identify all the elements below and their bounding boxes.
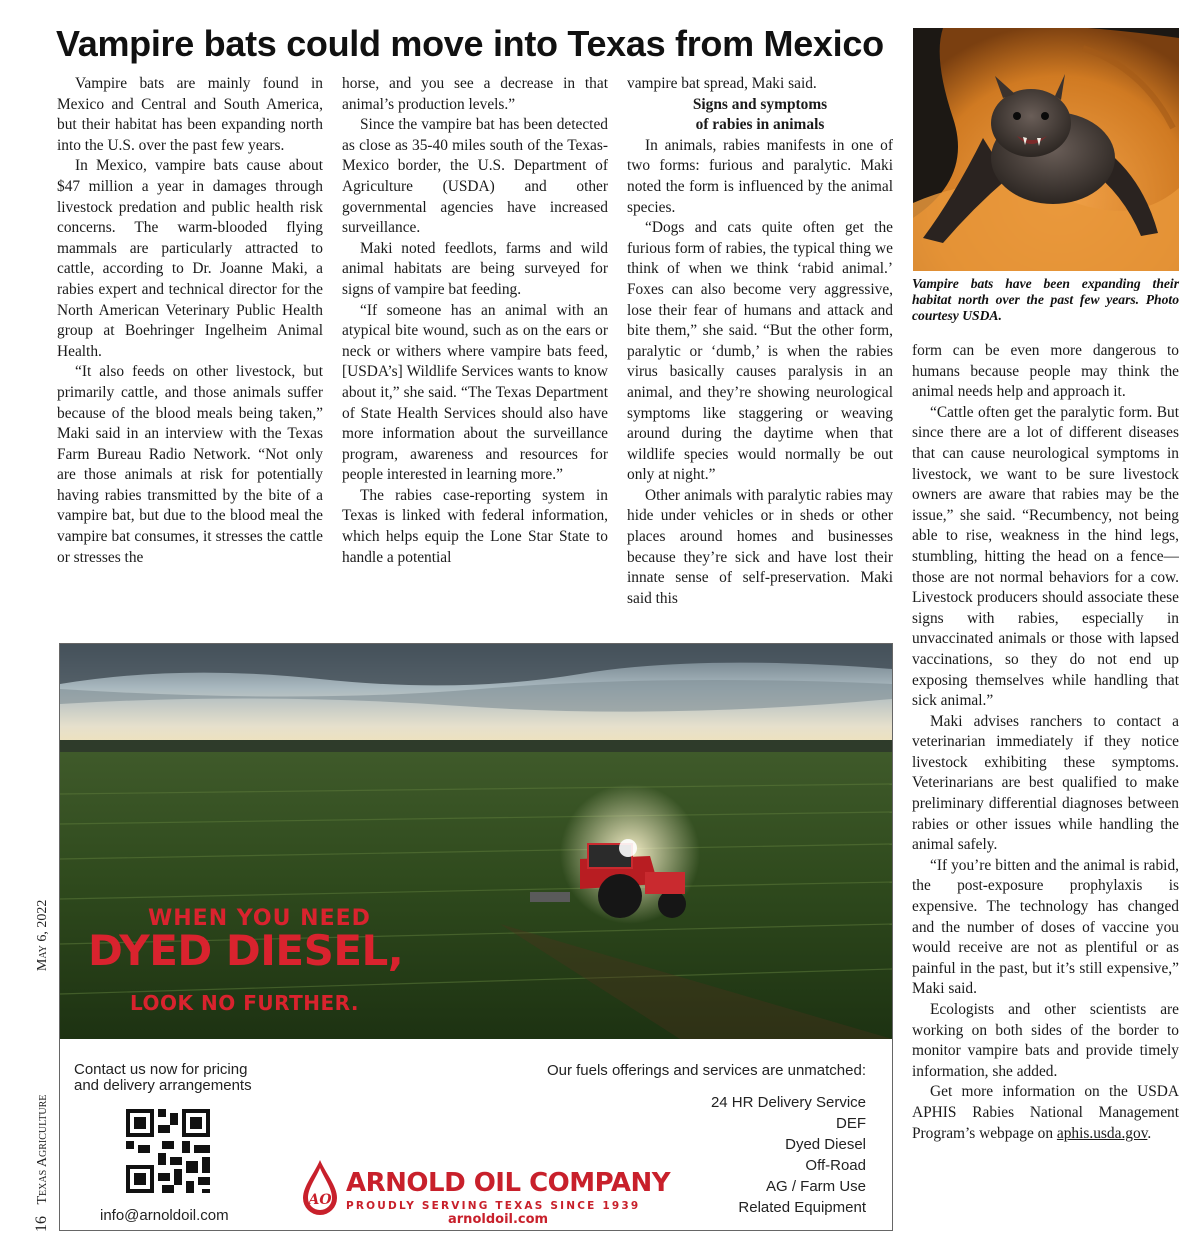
article-column-3 [627,74,893,634]
paragraph-text: Get more information on the USDA APHIS Rabies National Management Program’s webpage on [912,1083,1179,1142]
article-headline: Vampire bats could move into Texas from Mexico [56,23,884,64]
logo-monogram: AO [308,1192,332,1208]
article-column-4 [912,341,1179,1231]
company-url[interactable]: arnoldoil.com [448,1212,549,1227]
ad-services-list [711,1092,866,1218]
publication-name: Texas Agriculture [35,1094,50,1205]
article-column-2 [342,74,608,634]
ad-contact-line: Contact us now for pricing [74,1061,248,1078]
paragraph: form can be even more dangerous to humans because people may think the animal needs help and approach it. [912,342,1179,401]
paragraph: Vampire bats are mainly found in Mexico and Central and South America, but their habitat has been expanding north into the U.S. over the past few years. [57,75,323,154]
paragraph: “If you’re bitten and the animal is rabid, the post-exposure prophylaxis is expensive. The technology has changed and the number of doses of vaccine you would receive are not as plentiful or as painful in the past, but it’s still expensive,” Maki said. [912,856,1179,998]
ad-email[interactable]: info@arnoldoil.com [100,1207,229,1224]
section-subhead: of rabies in animals [695,116,825,134]
company-tagline: PROUDLY SERVING TEXAS SINCE 1939 [346,1200,641,1212]
ad-tagline-main: DYED DIESEL, [88,926,404,975]
oil-drop-icon [300,1158,340,1216]
paragraph: “It also feeds on other livestock, but primarily cattle, and those animals suffer because of the blood meals being taken,” Maki said in an interview with the Texas Farm Bureau Radio Network. “Not only are those animals at risk for potentially having rabies transmitted by the bite of a vampire bat, but due to the blood meal the vampire bat consumes, it stresses the cattle or stresses the [57,363,323,566]
paragraph: “Dogs and cats quite often get the furious form of rabies, the typical thing we think of when we think ‘rabid animal.’ Foxes can also become very aggressive, lose their fear of humans and attack and bite them,” she said. “But the other form, paralytic or ‘dumb,’ is when the rabies virus basically causes paralysis in an animal, and they’re showing neurological symptoms like staggering or weaving around during the daytime when that wildlife species would normally be out only at night.” [627,219,893,484]
aphis-link[interactable]: aphis.usda.gov [1056,1124,1148,1142]
paragraph [912,1082,1179,1144]
paragraph: Ecologists and other scientists are working on both sides of the border to monitor vampire bats and provide timely information, she added. [912,1001,1179,1080]
paragraph: Maki noted feedlots, farms and wild animal habitats are being surveyed for signs of vampire bat feeding. [342,239,608,298]
page-folio [33,899,55,1232]
paragraph: In Mexico, vampire bats cause about $47 million a year in damages through livestock predation and public health risk concerns. The warm-blooded flying mammals are particularly attracted to cattle, according to Dr. Joanne Maki, a rabies expert and technical director for the North American Veterinary Public Health group at Boehringer Ingelheim Animal Health. [57,157,323,360]
paragraph-end: . [1147,1124,1152,1142]
ad-tagline-top: WHEN YOU NEED [148,906,371,931]
paragraph: The rabies case-reporting system in Texas is linked with federal information, which helps equip the Lone Star State to handle a potential [342,486,608,566]
service-item: AG / Farm Use [765,1178,866,1195]
page-number: 16 [33,1216,50,1232]
ad-offerings-title: Our fuels offerings and services are unmatched: [546,1062,866,1079]
ad-contact-text [74,1062,334,1094]
paragraph: In animals, rabies manifests in one of two forms: furious and paralytic. Maki noted the form is influenced by the animal species. [627,136,893,216]
ad-tagline-bottom: LOOK NO FURTHER. [130,991,360,1015]
paragraph: “Cattle often get the paralytic form. But since there are a lot of different diseases that can cause neurological symptoms in livestock, we want to be sure livestock owners are aware that rabies may be the issue,” she said. “Recumbency, not being able to rise, weakness in the hind legs, stumbling, hitting the head on a fence—those are not normal behaviors for a cow. Livestock producers should associate these signs with rabies, especially in unvaccinated animals or those with lapsed vaccinations, so they do not end up exposing themselves while handling that sick animal.” [912,403,1179,710]
arnold-oil-logo [300,1154,671,1230]
field-illustration [60,644,892,1039]
bat-illustration [913,28,1179,271]
ad-contact-line: and delivery arrangements [74,1077,252,1094]
qr-code-icon[interactable] [126,1109,210,1193]
company-name: ARNOLD OIL COMPANY [346,1168,671,1198]
service-item: Related Equipment [738,1199,866,1216]
service-item: Dyed Diesel [785,1136,866,1153]
paragraph: vampire bat spread, Maki said. [627,75,817,92]
paragraph: Maki advises ranchers to contact a veterinarian immediately if they notice livestock exhibiting these symptoms. Veterinarians are best qualified to make preliminary differential diagnoses between rabies or other issues while handling the animal safely. [912,712,1179,854]
paragraph: horse, and you see a decrease in that animal’s production levels.” [342,75,608,113]
service-item: DEF [836,1115,866,1132]
paragraph: “If someone has an animal with an atypical bite wound, such as on the ears or neck or withers where vampire bats feed, [USDA’s] Wildlife Services wants to know about it,” she said. “The Texas Department of State Health Services should also have more information about the surveillance program, awareness and resources for people interested in learning more.” [342,301,608,484]
tractor-field-photo [60,644,892,1039]
section-subhead: Signs and symptoms [692,95,828,113]
vampire-bat-photo [913,28,1179,271]
article-column-1 [57,74,323,634]
issue-date: May 6, 2022 [35,899,50,972]
photo-caption: Vampire bats have been expanding their habitat north over the past few years. Photo courtesy USDA. [912,276,1179,323]
paragraph: Since the vampire bat has been detected as close as 35-40 miles south of the Texas-Mexico border, the U.S. Department of Agriculture (USDA) and other governmental agencies have increased surveillance. [342,116,608,237]
service-item: 24 HR Delivery Service [710,1094,866,1111]
service-item: Off-Road [805,1157,866,1174]
paragraph: Other animals with paralytic rabies may hide under vehicles or in sheds or other places around homes and businesses because they’re sick and have lost their innate sense of self-preservation. Maki said this [627,486,893,607]
arnold-oil-advertisement [59,643,893,1231]
